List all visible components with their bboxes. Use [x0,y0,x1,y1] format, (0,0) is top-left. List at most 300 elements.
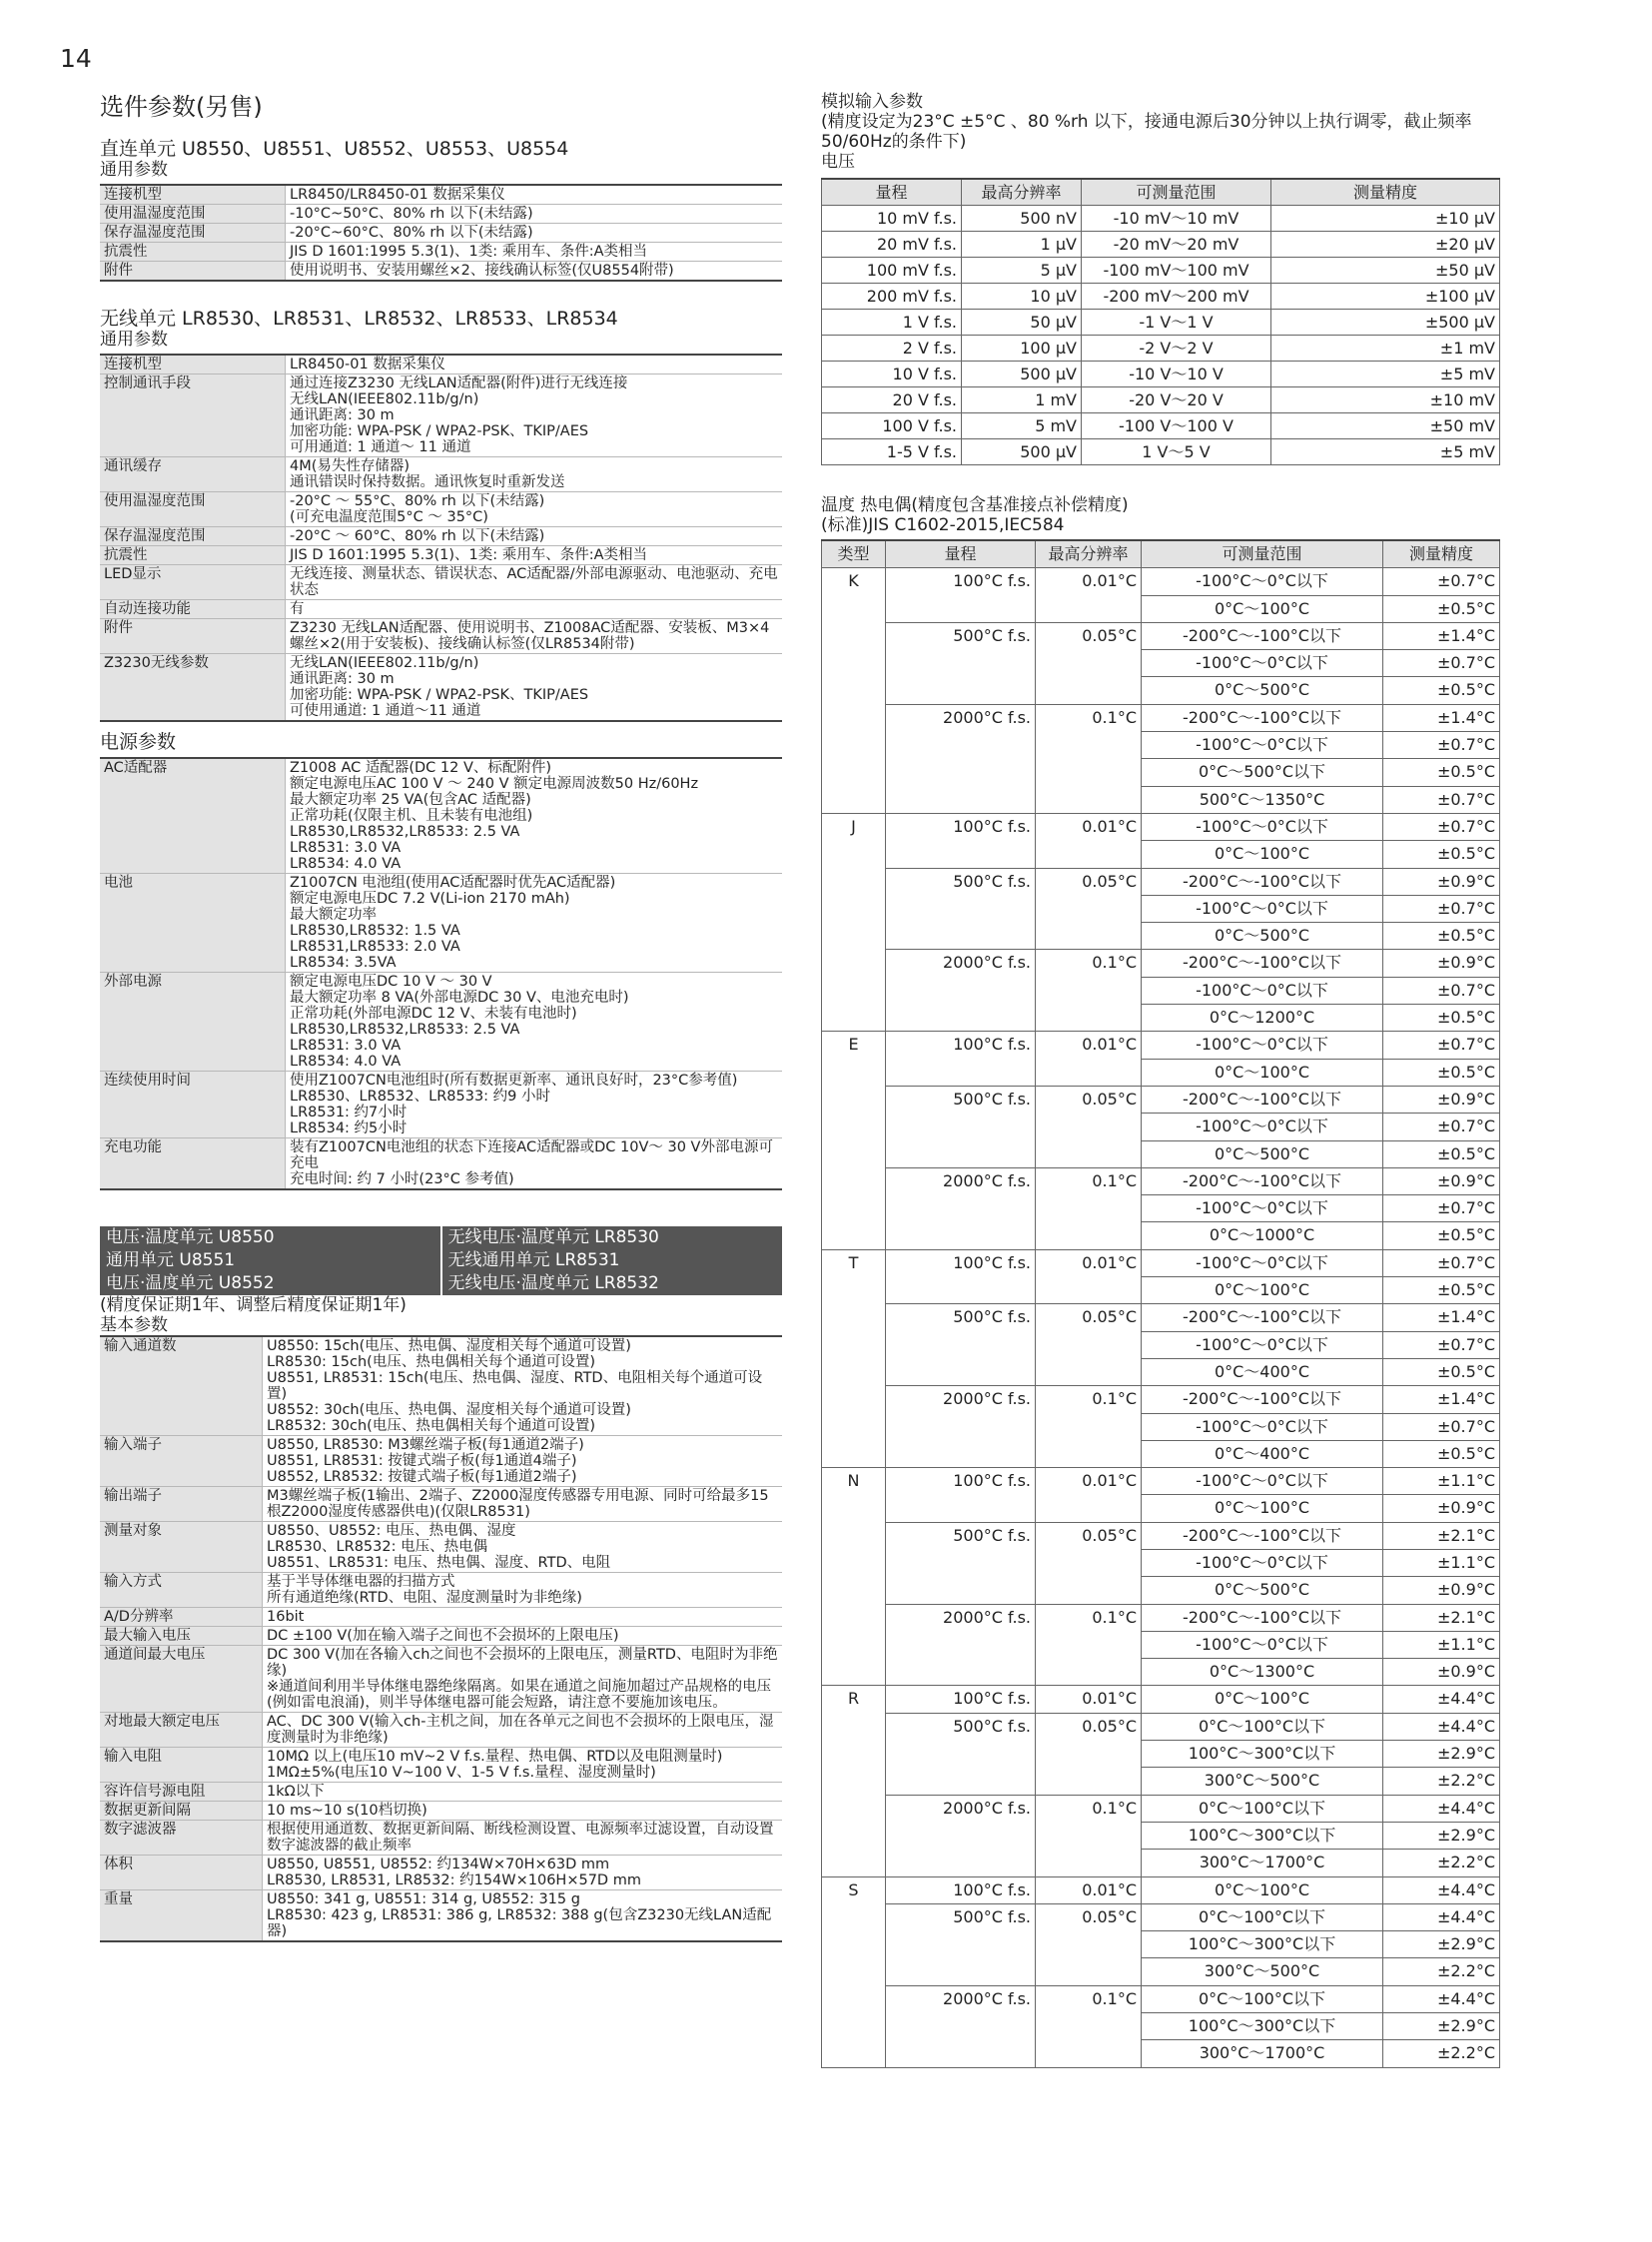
spec-row [100,1487,782,1522]
thermocouple-accuracy: ±0.5°C [1383,1440,1500,1467]
spec-value: 1kΩ以下 [263,1783,783,1802]
spec-row [100,1608,782,1627]
voltage-resolution: 10 μV [962,284,1082,310]
thermocouple-row [822,950,1500,977]
thermocouple-measure-range: 0°C～500°C [1142,1140,1383,1167]
thermocouple-resolution: 0.05°C [1036,1086,1142,1167]
wireless-unit-subheading: 通用参数 [100,330,168,350]
spec-key: 输出端子 [100,1487,263,1522]
spec-value: DC 300 V(加在各输入ch之间也不会损坏的上限电压，测量RTD、电阻时为非绝缘) ※通道间利用半导体继电器绝缘隔离。如果在通道之间施加超过产品规格的电压(例如雷电浪涌)，则半导体继电器可能会短路，请注意不要施加该电压。 [263,1646,783,1713]
thermocouple-resolution: 0.05°C [1036,1713,1142,1795]
thermocouple-measure-range: -100°C～0°C以下 [1142,813,1383,840]
spec-value: 使用说明书、安装用螺丝×2、接线确认标签(仅U8554附带) [286,262,783,282]
voltage-header-cell: 量程 [822,179,962,206]
spec-row [100,874,782,973]
thermocouple-row [822,1713,1500,1740]
thermocouple-range: 100°C f.s. [886,1468,1036,1523]
thermocouple-range: 500°C f.s. [886,622,1036,704]
spec-key: 输入电阻 [100,1748,263,1783]
thermocouple-accuracy: ±0.9°C [1383,1577,1500,1604]
thermocouple-accuracy: ±0.5°C [1383,1222,1500,1249]
voltage-accuracy: ±50 mV [1271,413,1500,439]
spec-key: 保存温湿度范围 [100,224,286,243]
thermocouple-row [822,568,1500,595]
spec-value: U8550、U8552: 电压、热电偶、湿度 LR8530、LR8532: 电压、热电偶 U8551、LR8531: 电压、热电偶、湿度、RTD、电阻 [263,1522,783,1573]
spec-row [100,355,782,374]
thermocouple-range: 100°C f.s. [886,1249,1036,1304]
spec-row [100,224,782,243]
thermocouple-row [822,1876,1500,1903]
thermocouple-accuracy: ±0.7°C [1383,813,1500,840]
voltage-accuracy: ±10 mV [1271,387,1500,413]
options-title: 选件参数(另售) [100,93,263,121]
thermocouple-accuracy: ±0.9°C [1383,1167,1500,1194]
thermocouple-resolution: 0.01°C [1036,568,1142,623]
spec-row [100,1783,782,1802]
spec-key: 最大输入电压 [100,1627,263,1646]
thermocouple-row [822,1167,1500,1194]
thermocouple-resolution: 0.1°C [1036,1386,1142,1468]
voltage-resolution: 5 mV [962,413,1082,439]
thermocouple-resolution: 0.1°C [1036,1985,1142,2067]
spec-value: -20°C~60°C、80% rh 以下(未结露) [286,224,783,243]
spec-row [100,758,782,874]
thermocouple-accuracy: ±0.9°C [1383,1495,1500,1522]
thermocouple-header-row [822,540,1500,568]
spec-row [100,243,782,262]
thermocouple-accuracy: ±0.7°C [1383,1413,1500,1440]
thermocouple-range: 500°C f.s. [886,868,1036,950]
thermocouple-resolution: 0.01°C [1036,813,1142,868]
thermocouple-resolution: 0.05°C [1036,622,1142,704]
thermocouple-resolution: 0.01°C [1036,1468,1142,1523]
spec-row [100,1802,782,1821]
spec-value: JIS D 1601:1995 5.3(1)、1类: 乘用车、条件:A类相当 [286,546,783,565]
unit-model-right: 无线电压·温度单元 LR8530 无线通用单元 LR8531 无线电压·温度单元 LR8532 [447,1227,659,1293]
thermocouple-row [822,1903,1500,1930]
spec-value: 根据使用通道数、数据更新间隔、断线检测设置、电源频率过滤设置，自动设置数字滤波器的截止频率 [263,1821,783,1856]
thermocouple-measure-range: 300°C～500°C [1142,1958,1383,1985]
thermocouple-measure-range: 0°C～100°C [1142,841,1383,868]
thermocouple-accuracy: ±2.1°C [1383,1522,1500,1549]
analog-heading: 模拟输入参数 [821,92,923,112]
thermocouple-accuracy: ±0.7°C [1383,1249,1500,1276]
voltage-resolution: 500 μV [962,362,1082,387]
basic-heading: 基本参数 [100,1315,168,1335]
thermocouple-accuracy: ±0.7°C [1383,1114,1500,1140]
thermocouple-measure-range: 0°C～1200°C [1142,1005,1383,1032]
thermocouple-standard: (标准)JIS C1602-2015,IEC584 [821,515,1065,535]
thermocouple-table [821,539,1500,2068]
thermocouple-range: 2000°C f.s. [886,950,1036,1032]
voltage-range: 1-5 V f.s. [822,439,962,465]
analog-note: (精度设定为23°C ±5°C 、80 %rh 以下，接通电源后30分钟以上执行调零，截止频率50/60Hz的条件下) [821,112,1472,152]
spec-value: -10°C~50°C、80% rh 以下(未结露) [286,205,783,224]
thermocouple-row [822,1086,1500,1113]
spec-value: U8550: 15ch(电压、热电偶、湿度相关每个通道可设置) LR8530: 15ch(电压、热电偶相关每个通道可设置) U8551, LR8531: 15ch(电压、热电偶、湿度、RTD、电阻相关每个通道可设置) U8552: 30ch(电压、热电偶、湿度相关每个通道可设置) LR8532: 30ch(电压、热电偶相关每个通道可设置) [263,1336,783,1436]
voltage-range: 100 mV f.s. [822,258,962,284]
thermocouple-accuracy: ±0.5°C [1383,1005,1500,1032]
thermocouple-accuracy: ±4.4°C [1383,1985,1500,2012]
voltage-accuracy: ±5 mV [1271,439,1500,465]
spec-row [100,1573,782,1608]
thermocouple-range: 500°C f.s. [886,1304,1036,1386]
voltage-measure-range: -2 V～2 V [1082,336,1271,362]
thermocouple-measure-range: 0°C～100°C [1142,1686,1383,1713]
left-column [100,92,782,1942]
thermocouple-accuracy: ±1.4°C [1383,1304,1500,1331]
spec-key: 输入方式 [100,1573,263,1608]
thermocouple-accuracy: ±2.2°C [1383,1768,1500,1795]
thermocouple-measure-range: 0°C～500°C [1142,677,1383,704]
thermocouple-measure-range: 0°C～500°C [1142,923,1383,950]
spec-value: DC ±100 V(加在输入端子之间也不会损坏的上限电压) [263,1627,783,1646]
thermocouple-range: 2000°C f.s. [886,1985,1036,2067]
thermocouple-row [822,1522,1500,1549]
thermocouple-range: 2000°C f.s. [886,1795,1036,1876]
thermocouple-row [822,868,1500,895]
spec-value: AC、DC 300 V(输入ch-主机之间，加在各单元之间也不会损坏的上限电压，湿度测量时为非绝缘) [263,1713,783,1748]
spec-key: 抗震性 [100,546,286,565]
thermocouple-measure-range: -200°C～-100°C以下 [1142,1086,1383,1113]
spec-key: 体积 [100,1856,263,1890]
voltage-accuracy: ±10 μV [1271,206,1500,232]
voltage-range: 2 V f.s. [822,336,962,362]
thermocouple-row [822,813,1500,840]
spec-value: -20°C ～ 60°C、80% rh 以下(未结露) [286,527,783,546]
spec-value: JIS D 1601:1995 5.3(1)、1类: 乘用车、条件:A类相当 [286,243,783,262]
thermocouple-measure-range: 0°C～100°C [1142,1876,1383,1903]
thermocouple-row [822,704,1500,731]
voltage-resolution: 100 μV [962,336,1082,362]
spec-key: Z3230无线参数 [100,654,286,722]
thermocouple-range: 500°C f.s. [886,1903,1036,1985]
thermocouple-measure-range: -200°C～-100°C以下 [1142,622,1383,649]
thermocouple-accuracy: ±2.2°C [1383,1958,1500,1985]
thermocouple-measure-range: 300°C～1700°C [1142,1850,1383,1876]
voltage-row [822,284,1500,310]
thermocouple-accuracy: ±2.9°C [1383,1822,1500,1849]
thermocouple-measure-range: -200°C～-100°C以下 [1142,704,1383,731]
spec-key: 附件 [100,262,286,282]
spec-key: AC适配器 [100,758,286,874]
thermocouple-accuracy: ±2.9°C [1383,1741,1500,1768]
thermocouple-row [822,1386,1500,1413]
spec-row [100,205,782,224]
spec-row [100,492,782,527]
voltage-measure-range: -20 V～20 V [1082,387,1271,413]
voltage-measure-range: -100 mV～100 mV [1082,258,1271,284]
thermocouple-accuracy: ±0.9°C [1383,1086,1500,1113]
spec-key: 充电功能 [100,1138,286,1190]
spec-key: 测量对象 [100,1522,263,1573]
spec-row [100,1856,782,1890]
voltage-row [822,232,1500,258]
spec-key: 数字滤波器 [100,1821,263,1856]
spec-key: 容许信号源电阻 [100,1783,263,1802]
spec-value: Z1008 AC 适配器(DC 12 V、标配附件) 额定电源电压AC 100 V ～ 240 V 额定电源周波数50 Hz/60Hz 最大额定功率 25 VA(包含AC 适配器) 正常功耗(仅限主机、且未装有电池组) LR8530,LR8532,LR8533: 2.5 VA LR8531: 3.0 VA LR8534: 4.0 VA [286,758,783,874]
warranty-note: (精度保证期1年、调整后精度保证期1年) [100,1295,407,1315]
thermocouple-resolution: 0.1°C [1036,950,1142,1032]
thermocouple-header-cell: 可测量范围 [1142,540,1383,568]
thermocouple-accuracy: ±0.7°C [1383,1331,1500,1358]
voltage-range: 10 mV f.s. [822,206,962,232]
thermocouple-resolution: 0.01°C [1036,1876,1142,1903]
thermocouple-measure-range: 0°C～100°C [1142,1277,1383,1304]
thermocouple-accuracy: ±0.5°C [1383,759,1500,786]
thermocouple-accuracy: ±0.5°C [1383,1059,1500,1086]
thermocouple-row [822,1032,1500,1059]
voltage-row [822,439,1500,465]
thermocouple-resolution: 0.1°C [1036,1167,1142,1249]
voltage-resolution: 1 mV [962,387,1082,413]
thermocouple-accuracy: ±0.5°C [1383,1277,1500,1304]
spec-key: 外部电源 [100,973,286,1072]
spec-row [100,457,782,492]
voltage-measure-range: -20 mV～20 mV [1082,232,1271,258]
thermocouple-measure-range: -100°C～0°C以下 [1142,1331,1383,1358]
thermocouple-row [822,1686,1500,1713]
thermocouple-measure-range: -100°C～0°C以下 [1142,568,1383,595]
spec-key: 自动连接功能 [100,600,286,619]
spec-value: 无线连接、测量状态、错误状态、AC适配器/外部电源驱动、电池驱动、充电状态 [286,565,783,600]
spec-key: 连接机型 [100,355,286,374]
spec-row [100,185,782,205]
thermocouple-measure-range: 100°C～300°C以下 [1142,2013,1383,2040]
spec-row [100,374,782,457]
thermocouple-range: 2000°C f.s. [886,1604,1036,1686]
voltage-header-cell: 最高分辨率 [962,179,1082,206]
spec-key: 连接机型 [100,185,286,205]
spec-key: LED显示 [100,565,286,600]
thermocouple-resolution: 0.01°C [1036,1032,1142,1087]
spec-value: 10 ms~10 s(10档切换) [263,1802,783,1821]
thermocouple-type: K [822,568,886,814]
thermocouple-type: N [822,1468,886,1686]
thermocouple-accuracy: ±0.7°C [1383,895,1500,922]
spec-row [100,1646,782,1713]
thermocouple-range: 500°C f.s. [886,1713,1036,1795]
spec-key: 输入通道数 [100,1336,263,1436]
thermocouple-row [822,1604,1500,1631]
voltage-table [821,178,1500,465]
thermocouple-accuracy: ±2.9°C [1383,1931,1500,1958]
thermocouple-measure-range: 0°C～1000°C [1142,1222,1383,1249]
thermocouple-measure-range: -200°C～-100°C以下 [1142,1167,1383,1194]
voltage-accuracy: ±1 mV [1271,336,1500,362]
voltage-resolution: 1 μV [962,232,1082,258]
thermocouple-accuracy: ±1.4°C [1383,1386,1500,1413]
voltage-accuracy: ±50 μV [1271,258,1500,284]
voltage-row [822,206,1500,232]
thermocouple-measure-range: -200°C～-100°C以下 [1142,1386,1383,1413]
spec-key: 电池 [100,874,286,973]
spec-value: LR8450-01 数据采集仪 [286,355,783,374]
spec-key: 通道间最大电压 [100,1646,263,1713]
thermocouple-accuracy: ±0.7°C [1383,568,1500,595]
voltage-row [822,362,1500,387]
thermocouple-row [822,1795,1500,1822]
thermocouple-measure-range: 0°C～500°C以下 [1142,759,1383,786]
voltage-row [822,310,1500,336]
spec-value: 有 [286,600,783,619]
thermocouple-range: 100°C f.s. [886,813,1036,868]
thermocouple-resolution: 0.01°C [1036,1249,1142,1304]
voltage-resolution: 500 μV [962,439,1082,465]
thermocouple-accuracy: ±0.7°C [1383,977,1500,1004]
power-table [100,757,782,1190]
spec-value: M3螺丝端子板(1输出、2端子、Z2000湿度传感器专用电源、同时可给最多15根Z2000湿度传感器供电)(仅限LR8531) [263,1487,783,1522]
voltage-range: 10 V f.s. [822,362,962,387]
voltage-header-row [822,179,1500,206]
voltage-range: 20 mV f.s. [822,232,962,258]
thermocouple-accuracy: ±2.1°C [1383,1604,1500,1631]
thermocouple-measure-range: -100°C～0°C以下 [1142,1549,1383,1576]
thermocouple-accuracy: ±0.7°C [1383,650,1500,677]
spec-value: 装有Z1007CN电池组的状态下连接AC适配器或DC 10V～ 30 V外部电源可充电 充电时间: 约 7 小时(23°C 参考值) [286,1138,783,1190]
spec-key: 控制通讯手段 [100,374,286,457]
direct-unit-table [100,184,782,282]
thermocouple-accuracy: ±0.5°C [1383,595,1500,622]
thermocouple-resolution: 0.05°C [1036,868,1142,950]
thermocouple-type: J [822,813,886,1031]
voltage-resolution: 5 μV [962,258,1082,284]
thermocouple-accuracy: ±4.4°C [1383,1686,1500,1713]
direct-unit-subheading: 通用参数 [100,160,168,180]
spec-key: 通讯缓存 [100,457,286,492]
thermocouple-accuracy: ±0.7°C [1383,732,1500,759]
thermocouple-accuracy: ±4.4°C [1383,1876,1500,1903]
thermocouple-accuracy: ±0.5°C [1383,1140,1500,1167]
thermocouple-row [822,1249,1500,1276]
spec-value: 无线LAN(IEEE802.11b/g/n) 通讯距离: 30 m 加密功能: WPA-PSK / WPA2-PSK、TKIP/AES 可使用通道: 1 通道～11 通道 [286,654,783,722]
spec-row [100,1436,782,1487]
voltage-resolution: 50 μV [962,310,1082,336]
spec-value: 10MΩ 以上(电压10 mV~2 V f.s.量程、热电偶、RTD以及电阻测量时) 1MΩ±5%(电压10 V~100 V、1-5 V f.s.量程、湿度测量时) [263,1748,783,1783]
voltage-accuracy: ±5 mV [1271,362,1500,387]
power-heading: 电源参数 [100,731,177,753]
thermocouple-measure-range: 0°C～100°C以下 [1142,1713,1383,1740]
voltage-accuracy: ±500 μV [1271,310,1500,336]
spec-value: LR8450/LR8450-01 数据采集仪 [286,185,783,205]
thermocouple-resolution: 0.05°C [1036,1522,1142,1604]
thermocouple-range: 100°C f.s. [886,1686,1036,1713]
thermocouple-accuracy: ±1.4°C [1383,704,1500,731]
spec-value: U8550, LR8530: M3螺丝端子板(每1通道2端子) U8551, LR8531: 按键式端子板(每1通道4端子) U8552, LR8532: 按键式端子板(每1通道2端子) [263,1436,783,1487]
thermocouple-measure-range: -100°C～0°C以下 [1142,650,1383,677]
thermocouple-accuracy: ±0.7°C [1383,1195,1500,1222]
spec-key: 抗震性 [100,243,286,262]
spec-row [100,527,782,546]
thermocouple-header-cell: 测量精度 [1383,540,1500,568]
thermocouple-accuracy: ±4.4°C [1383,1903,1500,1930]
thermocouple-type: R [822,1686,886,1876]
thermocouple-accuracy: ±1.4°C [1383,622,1500,649]
spec-value: 额定电源电压DC 10 V ～ 30 V 最大额定功率 8 VA(外部电源DC 30 V、电池充电时) 正常功耗(外部电源DC 12 V、未装有电池时) LR8530,LR8532,LR8533: 2.5 VA LR8531: 3.0 VA LR8534: 4.0 VA [286,973,783,1072]
thermocouple-measure-range: 100°C～300°C以下 [1142,1822,1383,1849]
direct-unit-heading: 直连单元 U8550、U8551、U8552、U8553、U8554 [100,138,569,160]
thermocouple-measure-range: -100°C～0°C以下 [1142,1114,1383,1140]
spec-value: 4M(易失性存储器) 通讯错误时保持数据。通讯恢复时重新发送 [286,457,783,492]
thermocouple-measure-range: -100°C～0°C以下 [1142,1468,1383,1495]
thermocouple-measure-range: 0°C～100°C [1142,1059,1383,1086]
thermocouple-measure-range: -200°C～-100°C以下 [1142,1522,1383,1549]
thermocouple-type: E [822,1032,886,1249]
thermocouple-accuracy: ±0.9°C [1383,1659,1500,1686]
thermocouple-row [822,1468,1500,1495]
voltage-measure-range: -200 mV～200 mV [1082,284,1271,310]
voltage-range: 200 mV f.s. [822,284,962,310]
spec-key: 重量 [100,1890,263,1942]
voltage-range: 20 V f.s. [822,387,962,413]
thermocouple-measure-range: 0°C～100°C [1142,595,1383,622]
thermocouple-measure-range: -200°C～-100°C以下 [1142,868,1383,895]
voltage-range: 1 V f.s. [822,310,962,336]
spec-row [100,619,782,654]
thermocouple-row [822,1985,1500,2012]
spec-row [100,1890,782,1942]
thermocouple-measure-range: -100°C～0°C以下 [1142,1631,1383,1658]
thermocouple-accuracy: ±1.1°C [1383,1468,1500,1495]
thermocouple-measure-range: 300°C～500°C [1142,1768,1383,1795]
voltage-resolution: 500 nV [962,206,1082,232]
thermocouple-accuracy: ±1.1°C [1383,1631,1500,1658]
spec-row [100,973,782,1072]
thermocouple-accuracy: ±2.9°C [1383,2013,1500,2040]
thermocouple-measure-range: -200°C～-100°C以下 [1142,1304,1383,1331]
thermocouple-measure-range: -100°C～0°C以下 [1142,1195,1383,1222]
thermocouple-header-cell: 类型 [822,540,886,568]
thermocouple-range: 500°C f.s. [886,1522,1036,1604]
spec-row [100,1072,782,1138]
thermocouple-measure-range: 100°C～300°C以下 [1142,1931,1383,1958]
voltage-row [822,413,1500,439]
spec-value: -20°C ～ 55°C、80% rh 以下(未结露) (可充电温度范围5°C ～ 35°C) [286,492,783,527]
thermocouple-measure-range: 0°C～500°C [1142,1577,1383,1604]
spec-row [100,1748,782,1783]
thermocouple-measure-range: 0°C～400°C [1142,1440,1383,1467]
thermocouple-measure-range: 0°C～400°C [1142,1358,1383,1385]
thermocouple-resolution: 0.01°C [1036,1686,1142,1713]
thermocouple-range: 2000°C f.s. [886,704,1036,813]
spec-row [100,1627,782,1646]
thermocouple-measure-range: -100°C～0°C以下 [1142,1249,1383,1276]
thermocouple-measure-range: 0°C～100°C以下 [1142,1985,1383,2012]
thermocouple-accuracy: ±2.2°C [1383,1850,1500,1876]
voltage-measure-range: -1 V～1 V [1082,310,1271,336]
thermocouple-range: 2000°C f.s. [886,1167,1036,1249]
wireless-unit-table [100,354,782,722]
spec-row [100,1138,782,1190]
thermocouple-heading: 温度 热电偶(精度包含基准接点补偿精度) [821,495,1129,515]
spec-value: 使用Z1007CN电池组时(所有数据更新率、通讯良好时，23°C参考值) LR8530、LR8532、LR8533: 约9 小时 LR8531: 约7小时 LR8534: 约5小时 [286,1072,783,1138]
spec-key: 使用温湿度范围 [100,492,286,527]
thermocouple-measure-range: 0°C～100°C以下 [1142,1903,1383,1930]
thermocouple-resolution: 0.05°C [1036,1903,1142,1985]
thermocouple-resolution: 0.05°C [1036,1304,1142,1386]
spec-value: 通过连接Z3230 无线LAN适配器(附件)进行无线连接 无线LAN(IEEE802.11b/g/n) 通讯距离: 30 m 加密功能: WPA-PSK / WPA2-PSK、TKIP/AES 可用通道: 1 通道～ 11 通道 [286,374,783,457]
spec-value: U8550: 341 g, U8551: 314 g, U8552: 315 g LR8530: 423 g, LR8531: 386 g, LR8532: 388 g(包含Z3230无线LAN适配器) [263,1890,783,1942]
thermocouple-resolution: 0.1°C [1036,1604,1142,1686]
voltage-range: 100 V f.s. [822,413,962,439]
spec-row [100,1713,782,1748]
thermocouple-measure-range: -100°C～0°C以下 [1142,1032,1383,1059]
wireless-unit-heading: 无线单元 LR8530、LR8531、LR8532、LR8533、LR8534 [100,308,618,330]
voltage-measure-range: 1 V～5 V [1082,439,1271,465]
thermocouple-type: T [822,1249,886,1467]
thermocouple-accuracy: ±0.9°C [1383,868,1500,895]
thermocouple-measure-range: 100°C～300°C以下 [1142,1741,1383,1768]
